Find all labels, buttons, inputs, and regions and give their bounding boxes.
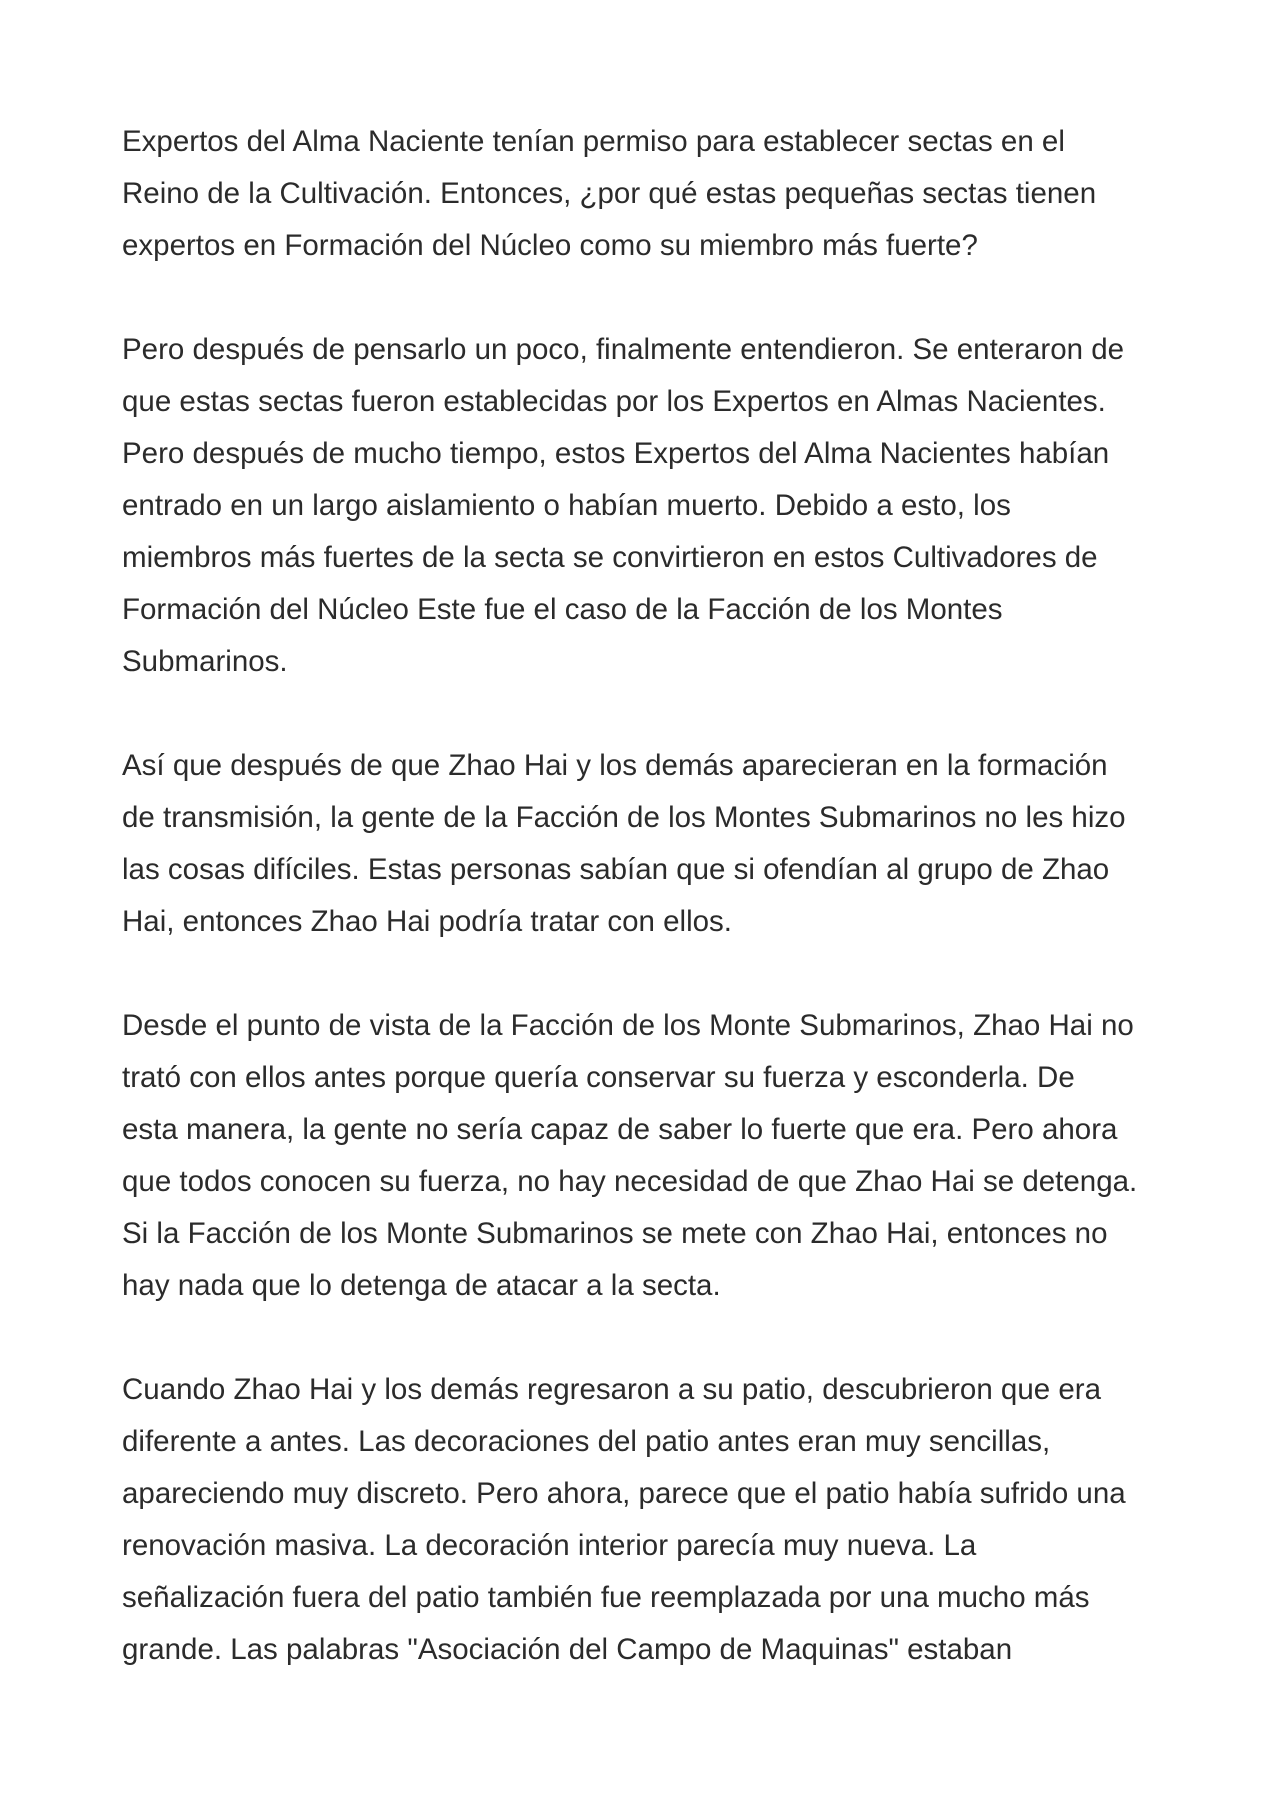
text-line: renovación masiva. La decoración interior parecía muy nueva. La	[122, 1529, 977, 1562]
text-line: miembros más fuertes de la secta se convirtieron en estos Cultivadores de	[122, 541, 1098, 574]
text-line: Desde el punto de vista de la Facción de los Monte Submarinos, Zhao Hai no	[122, 1009, 1134, 1042]
text-line: Pero después de mucho tiempo, estos Expertos del Alma Nacientes habían	[122, 437, 1110, 470]
text-line: Así que después de que Zhao Hai y los demás aparecieran en la formación	[122, 749, 1108, 782]
text-line: Reino de la Cultivación. Entonces, ¿por qué estas pequeñas sectas tienen	[122, 177, 1097, 210]
paragraph-2	[122, 324, 1182, 688]
text-line: Pero después de pensarlo un poco, finalmente entendieron. Se enteraron de	[122, 333, 1125, 366]
text-line: señalización fuera del patio también fue reemplazada por una mucho más	[122, 1581, 1090, 1614]
text-line: apareciendo muy discreto. Pero ahora, parece que el patio había sufrido una	[122, 1477, 1126, 1510]
paragraph-4	[122, 1000, 1182, 1312]
text-line: diferente a antes. Las decoraciones del patio antes eran muy sencillas,	[122, 1425, 1051, 1458]
paragraph-5	[122, 1364, 1182, 1676]
paragraph-3	[122, 740, 1182, 948]
text-line: Expertos del Alma Naciente tenían permiso para establecer sectas en el	[122, 125, 1065, 158]
text-line: esta manera, la gente no sería capaz de saber lo fuerte que era. Pero ahora	[122, 1113, 1118, 1146]
text-line: hay nada que lo detenga de atacar a la secta.	[122, 1269, 721, 1302]
text-line: expertos en Formación del Núcleo como su miembro más fuerte?	[122, 229, 978, 262]
paragraph-1	[122, 116, 1182, 272]
text-line: de transmisión, la gente de la Facción de los Montes Submarinos no les hizo	[122, 801, 1126, 834]
text-line: Cuando Zhao Hai y los demás regresaron a su patio, descubrieron que era	[122, 1373, 1101, 1406]
text-line: grande. Las palabras "Asociación del Campo de Maquinas" estaban	[122, 1633, 1013, 1666]
text-line: que todos conocen su fuerza, no hay necesidad de que Zhao Hai se detenga.	[122, 1165, 1138, 1198]
document-body	[122, 116, 1182, 1728]
text-line: Submarinos.	[122, 645, 288, 678]
text-line: Hai, entonces Zhao Hai podría tratar con ellos.	[122, 905, 732, 938]
text-line: entrado en un largo aislamiento o habían muerto. Debido a esto, los	[122, 489, 1011, 522]
text-line: trató con ellos antes porque quería conservar su fuerza y esconderla. De	[122, 1061, 1075, 1094]
text-line: que estas sectas fueron establecidas por los Expertos en Almas Nacientes.	[122, 385, 1106, 418]
text-line: Formación del Núcleo Este fue el caso de la Facción de los Montes	[122, 593, 1003, 626]
text-line: Si la Facción de los Monte Submarinos se mete con Zhao Hai, entonces no	[122, 1217, 1108, 1250]
text-line: las cosas difíciles. Estas personas sabían que si ofendían al grupo de Zhao	[122, 853, 1110, 886]
